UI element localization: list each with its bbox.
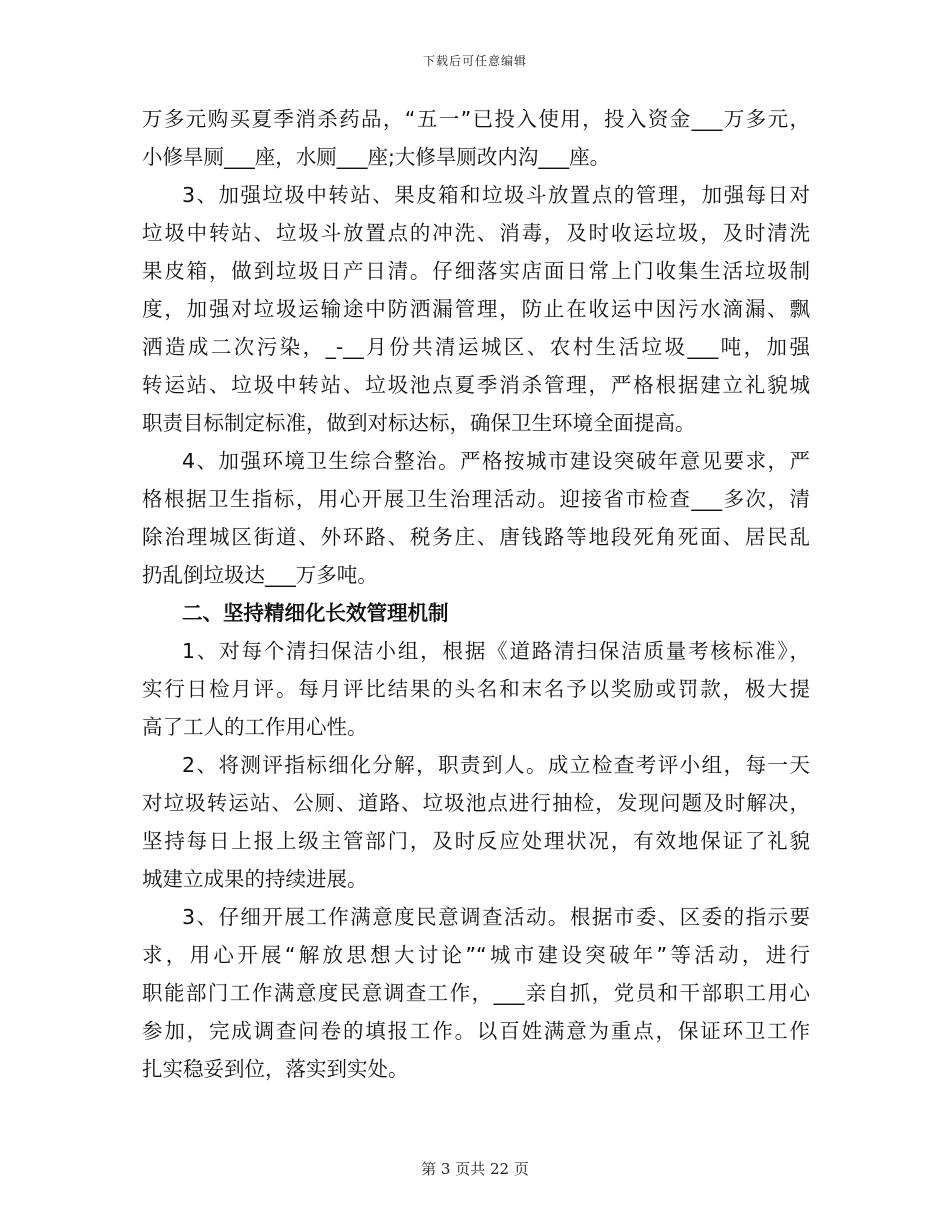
page-footer: 第 3 页共 22 页 <box>421 1160 529 1178</box>
paragraph-line: 3、仔细开展工作满意度民意调查活动。根据市委、区委的指示要 <box>182 905 810 929</box>
paragraph-line: 对垃圾转运站、公厕、道路、垃圾池点进行抽检，发现问题及时解决， <box>142 791 810 815</box>
paragraph-line: 职能部门工作满意度民意调查工作，___亲自抓，党员和干部职工用心 <box>142 981 810 1005</box>
paragraph-line: 2、将测评指标细化分解，职责到人。成立检查考评小组，每一天 <box>182 753 810 777</box>
paragraph-line: 城建立成果的持续进展。 <box>142 867 368 891</box>
paragraph-line: 求，用心开展“解放思想大讨论”“城市建设突破年”等活动，进行 <box>142 943 810 967</box>
document-body <box>142 100 810 1088</box>
page-header: 下载后可任意编辑 <box>422 54 527 68</box>
paragraph-line: 实行日检月评。每月评比结果的头名和末名予以奖励或罚款，极大提 <box>142 677 810 701</box>
paragraph-line: 格根据卫生指标，用心开展卫生治理活动。迎接省市检查___多次，清 <box>142 487 810 511</box>
paragraph-line: 参加，完成调查问卷的填报工作。以百姓满意为重点，保证环卫工作 <box>142 1019 810 1043</box>
paragraph-line: 除治理城区街道、外环路、税务庄、唐钱路等地段死角死面、居民乱 <box>142 525 810 549</box>
paragraph-line: 小修旱厕___座，水厕___座;大修旱厕改内沟___座。 <box>142 145 611 169</box>
paragraph-line: 万多元购买夏季消杀药品，“五一”已投入使用，投入资金___万多元， <box>142 107 810 131</box>
paragraph-line: 扔乱倒垃圾达___万多吨。 <box>142 563 378 587</box>
paragraph-line: 职责目标制定标准，做到对标达标，确保卫生环境全面提高。 <box>142 411 696 435</box>
paragraph-line: 坚持每日上报上级主管部门，及时反应处理状况，有效地保证了礼貌 <box>142 829 810 853</box>
paragraph-line: 垃圾中转站、垃圾斗放置点的冲洗、消毒，及时收运垃圾，及时清洗 <box>142 221 810 245</box>
paragraph-line: 高了工人的工作用心性。 <box>142 715 368 739</box>
paragraph-line: 3、加强垃圾中转站、果皮箱和垃圾斗放置点的管理，加强每日对 <box>182 183 810 207</box>
paragraph-line: 4、加强环境卫生综合整治。严格按城市建设突破年意见要求，严 <box>182 449 810 473</box>
paragraph-line: 洒造成二次污染，_-__月份共清运城区、农村生活垃圾___吨，加强 <box>142 335 810 359</box>
paragraph-line: 扎实稳妥到位，落实到实处。 <box>142 1057 409 1081</box>
paragraph-line: 1、对每个清扫保洁小组，根据《道路清扫保洁质量考核标准》， <box>182 639 810 663</box>
section-heading: 二、坚持精细化长效管理机制 <box>182 601 449 625</box>
paragraph-line: 度，加强对垃圾运输途中防洒漏管理，防止在收运中因污水滴漏、飘 <box>142 297 810 321</box>
paragraph-line: 果皮箱，做到垃圾日产日清。仔细落实店面日常上门收集生活垃圾制 <box>142 259 810 283</box>
paragraph-line: 转运站、垃圾中转站、垃圾池点夏季消杀管理，严格根据建立礼貌城 <box>142 373 810 397</box>
